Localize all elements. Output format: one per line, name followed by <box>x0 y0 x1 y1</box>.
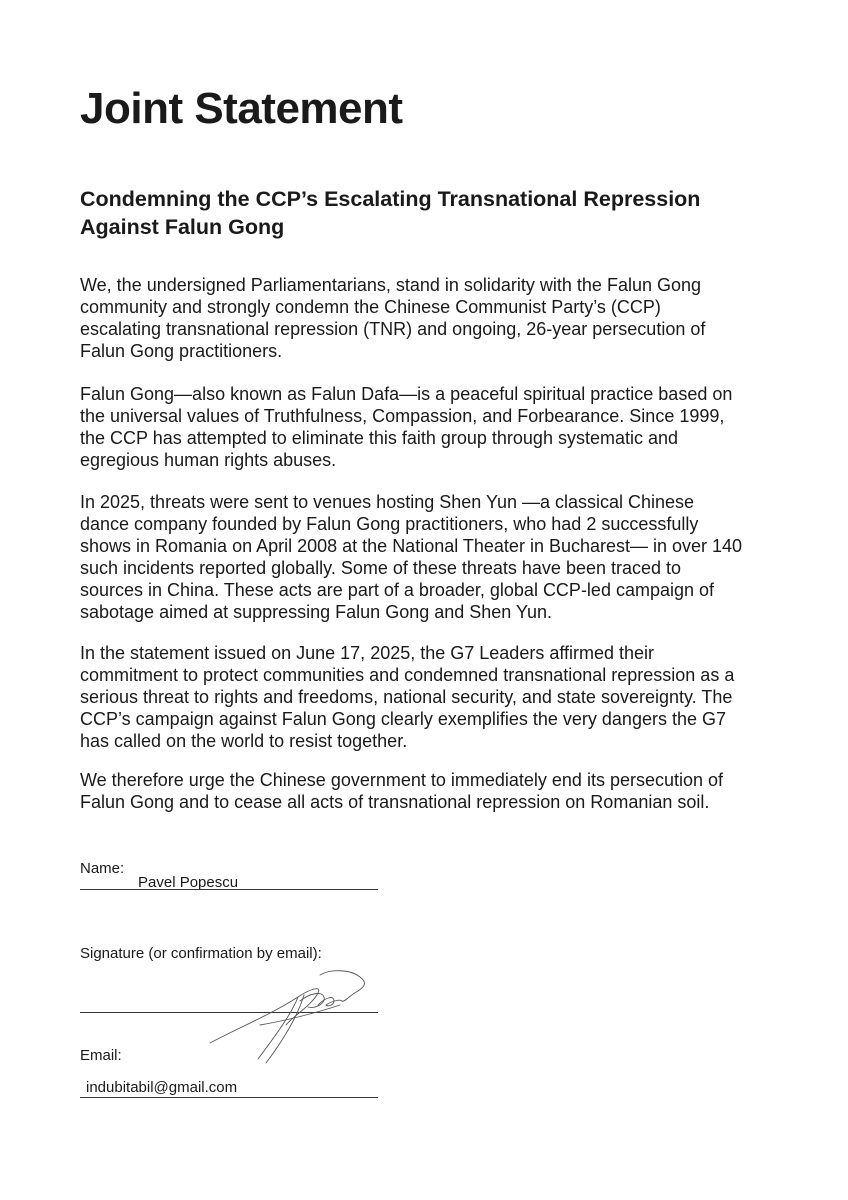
statement-subtitle <box>80 185 780 241</box>
paragraph-line: sources in China. These acts are part of a broader, global CCP-led campaign of <box>80 580 715 600</box>
email-underline <box>80 1097 378 1098</box>
paragraph-line: egregious human rights abuses. <box>80 450 337 470</box>
paragraph-line: has called on the world to resist together. <box>80 731 408 751</box>
paragraph-line: In 2025, threats were sent to venues hosting Shen Yun —a classical Chinese <box>80 492 695 512</box>
paragraph-line: We, the undersigned Parliamentarians, stand in solidarity with the Falun Gong <box>80 275 702 295</box>
paragraph-line: serious threat to rights and freedoms, national security, and state sovereignty. The <box>80 687 733 707</box>
paragraph-line: Falun Gong—also known as Falun Dafa—is a peaceful spiritual practice based on <box>80 384 733 404</box>
paragraph-line: Falun Gong and to cease all acts of transnational repression on Romanian soil. <box>80 792 710 812</box>
handwritten-signature <box>200 955 370 1065</box>
email-value: indubitabil@gmail.com <box>86 1079 238 1096</box>
name-underline <box>80 889 378 890</box>
paragraph-line: Falun Gong practitioners. <box>80 341 283 361</box>
paragraph-shen-yun-threats <box>80 491 800 623</box>
paragraph-line: such incidents reported globally. Some of these threats have been traced to <box>80 558 682 578</box>
paragraph-solidarity <box>80 274 800 362</box>
paragraph-line: We therefore urge the Chinese government to immediately end its persecution of <box>80 770 724 790</box>
paragraph-g7-statement <box>80 642 800 752</box>
page-title: Joint Statement <box>80 84 403 133</box>
paragraph-line: the universal values of Truthfulness, Compassion, and Forbearance. Since 1999, <box>80 406 725 426</box>
paragraph-line: escalating transnational repression (TNR) and ongoing, 26-year persecution of <box>80 319 706 339</box>
paragraph-line: shows in Romania on April 2008 at the National Theater in Bucharest— in over 140 <box>80 536 743 556</box>
subtitle-line: Against Falun Gong <box>80 215 285 239</box>
paragraph-line: In the statement issued on June 17, 2025, the G7 Leaders affirmed their <box>80 643 655 663</box>
paragraph-line: community and strongly condemn the Chinese Communist Party’s (CCP) <box>80 297 661 317</box>
signature-label: Signature (or confirmation by email): <box>80 945 322 962</box>
paragraph-line: the CCP has attempted to eliminate this faith group through systematic and <box>80 428 678 448</box>
paragraph-line: sabotage aimed at suppressing Falun Gong and Shen Yun. <box>80 602 553 622</box>
name-value: Pavel Popescu <box>138 874 239 891</box>
subtitle-line: Condemning the CCP’s Escalating Transnational Repression <box>80 187 701 211</box>
paragraph-urge <box>80 769 800 813</box>
paragraph-line: dance company founded by Falun Gong practitioners, who had 2 successfully <box>80 514 699 534</box>
paragraph-line: commitment to protect communities and condemned transnational repression as a <box>80 665 735 685</box>
email-label: Email: <box>80 1047 122 1064</box>
paragraph-line: CCP’s campaign against Falun Gong clearly exemplifies the very dangers the G7 <box>80 709 726 729</box>
paragraph-falun-gong <box>80 383 800 471</box>
name-label: Name: <box>80 860 125 877</box>
